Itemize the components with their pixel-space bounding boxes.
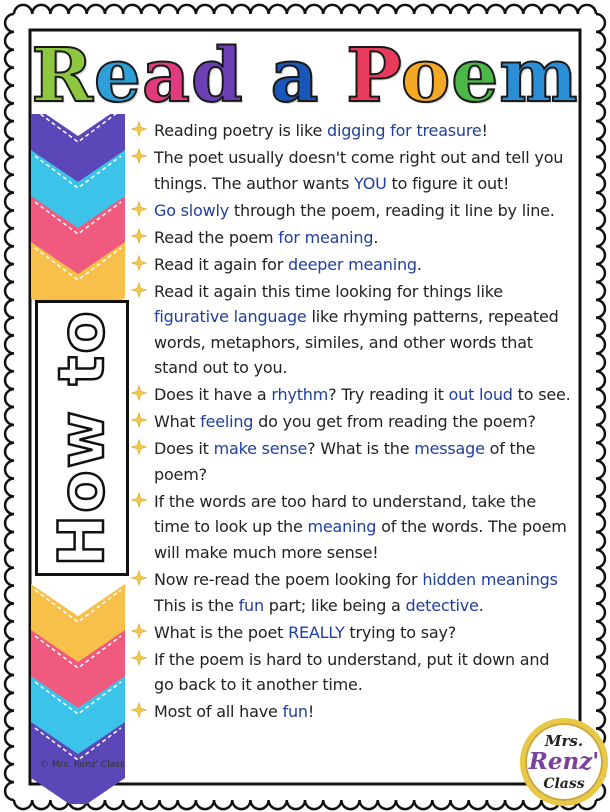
border-scallop bbox=[596, 193, 605, 211]
border-scallop bbox=[596, 657, 605, 675]
item-text: Read it again this time looking for things like bbox=[154, 281, 503, 301]
border-scallop bbox=[250, 5, 268, 14]
highlighted-text: detective bbox=[405, 595, 479, 615]
border-scallop bbox=[596, 532, 605, 550]
border-scallop bbox=[378, 800, 396, 809]
border-scallop bbox=[5, 657, 14, 675]
border-scallop bbox=[360, 5, 378, 14]
border-scallop bbox=[596, 639, 605, 657]
border-scallop bbox=[5, 300, 14, 318]
border-scallop bbox=[214, 5, 232, 14]
highlighted-text: REALLY bbox=[288, 622, 345, 642]
border-scallop bbox=[5, 193, 14, 211]
item-text: ? What is the bbox=[307, 439, 415, 459]
title-letter: a bbox=[141, 33, 191, 119]
border-scallop bbox=[323, 800, 341, 809]
border-scallop bbox=[269, 800, 287, 809]
border-scallop bbox=[50, 5, 68, 14]
sparkle-star-icon bbox=[131, 412, 147, 428]
list-item bbox=[131, 436, 571, 487]
list-item bbox=[131, 409, 571, 435]
border-scallop bbox=[5, 782, 14, 800]
border-scallop bbox=[5, 443, 14, 461]
item-text: trying to say? bbox=[344, 622, 457, 642]
item-text: Read it again for bbox=[154, 254, 289, 274]
list-item bbox=[131, 620, 571, 646]
border-scallop bbox=[32, 5, 50, 14]
copyright-text: © Mrs. Renz' Class bbox=[40, 760, 125, 770]
sparkle-star-icon bbox=[131, 148, 147, 164]
border-scallop bbox=[596, 443, 605, 461]
border-scallop bbox=[5, 586, 14, 604]
border-scallop bbox=[5, 264, 14, 282]
border-scallop bbox=[5, 389, 14, 407]
border-scallop bbox=[14, 5, 32, 14]
border-scallop bbox=[5, 228, 14, 246]
border-scallop bbox=[596, 121, 605, 139]
item-text: If the words are too hard to understand, take the time to look up the bbox=[154, 491, 536, 537]
border-scallop bbox=[596, 514, 605, 532]
border-scallop bbox=[5, 532, 14, 550]
border-scallop bbox=[196, 800, 214, 809]
logo-line-3: Class bbox=[543, 776, 585, 792]
border-scallop bbox=[178, 800, 196, 809]
border-scallop bbox=[432, 800, 450, 809]
border-scallop bbox=[5, 514, 14, 532]
border-scallop bbox=[596, 300, 605, 318]
highlighted-text: meaning bbox=[307, 517, 377, 537]
list-item bbox=[131, 567, 571, 618]
border-scallop bbox=[596, 389, 605, 407]
border-scallop bbox=[305, 5, 323, 14]
highlighted-text: message bbox=[414, 439, 485, 459]
sparkle-star-icon bbox=[131, 228, 147, 244]
item-text: What is the poet bbox=[154, 622, 289, 642]
border-scallop bbox=[196, 5, 214, 14]
border-scallop bbox=[596, 425, 605, 443]
highlighted-text: make sense bbox=[213, 439, 308, 459]
border-scallop bbox=[5, 550, 14, 568]
border-scallop bbox=[232, 5, 250, 14]
item-text: Reading poetry is like bbox=[154, 121, 328, 140]
title-letter: o bbox=[400, 33, 452, 119]
border-scallop bbox=[596, 246, 605, 264]
border-scallop bbox=[596, 228, 605, 246]
title-letter: P bbox=[346, 33, 401, 119]
border-scallop bbox=[69, 5, 87, 14]
list-item bbox=[131, 225, 571, 251]
border-scallop bbox=[596, 693, 605, 711]
logo-line-1: Mrs. bbox=[544, 732, 584, 750]
border-scallop bbox=[5, 282, 14, 300]
list-item bbox=[131, 279, 571, 381]
border-scallop bbox=[414, 800, 432, 809]
border-scallop bbox=[469, 800, 487, 809]
list-item bbox=[131, 252, 571, 278]
border-scallop bbox=[5, 14, 14, 32]
border-scallop bbox=[596, 353, 605, 371]
border-scallop bbox=[214, 800, 232, 809]
border-scallop bbox=[360, 800, 378, 809]
item-text: Does it bbox=[154, 439, 214, 459]
title-letter bbox=[244, 33, 271, 119]
title-letter: e bbox=[93, 33, 142, 119]
item-text: . bbox=[478, 595, 484, 615]
title-letter: a bbox=[270, 33, 320, 119]
title-letter: d bbox=[190, 33, 244, 119]
border-scallop bbox=[5, 621, 14, 639]
border-scallop bbox=[487, 800, 505, 809]
border-scallop bbox=[578, 5, 596, 14]
border-scallop bbox=[5, 746, 14, 764]
border-scallop bbox=[5, 211, 14, 229]
border-scallop bbox=[341, 5, 359, 14]
item-text: to see. bbox=[512, 385, 571, 405]
border-scallop bbox=[596, 336, 605, 354]
item-text: part; like being a bbox=[263, 595, 406, 615]
border-scallop bbox=[5, 318, 14, 336]
highlighted-text: figurative language bbox=[154, 307, 307, 327]
border-scallop bbox=[141, 800, 159, 809]
border-scallop bbox=[5, 175, 14, 193]
border-scallop bbox=[5, 353, 14, 371]
title-letter: e bbox=[451, 33, 500, 119]
how-to-label-box bbox=[35, 300, 129, 576]
sparkle-star-icon bbox=[131, 282, 147, 298]
list-item bbox=[131, 489, 571, 566]
border-scallop bbox=[305, 800, 323, 809]
border-scallop bbox=[596, 478, 605, 496]
highlighted-text: for meaning bbox=[278, 227, 374, 247]
border-scallop bbox=[105, 5, 123, 14]
highlighted-text: deeper meaning bbox=[288, 254, 417, 274]
border-scallop bbox=[396, 800, 414, 809]
border-scallop bbox=[596, 139, 605, 157]
border-scallop bbox=[596, 461, 605, 479]
sparkle-star-icon bbox=[131, 570, 147, 586]
border-scallop bbox=[5, 729, 14, 747]
border-scallop bbox=[5, 139, 14, 157]
instructions-list bbox=[131, 118, 571, 726]
item-text: Most of all have bbox=[154, 702, 283, 722]
border-scallop bbox=[596, 407, 605, 425]
item-text: ! bbox=[307, 702, 315, 722]
border-scallop bbox=[250, 800, 268, 809]
border-scallop bbox=[396, 5, 414, 14]
border-scallop bbox=[5, 425, 14, 443]
border-scallop bbox=[141, 5, 159, 14]
border-scallop bbox=[596, 14, 605, 32]
item-text: Read the poem bbox=[154, 227, 279, 247]
sparkle-star-icon bbox=[131, 492, 147, 508]
border-scallop bbox=[596, 264, 605, 282]
logo-line-2: Renz' bbox=[528, 748, 600, 775]
border-scallop bbox=[432, 5, 450, 14]
sparkle-star-icon bbox=[131, 385, 147, 401]
sparkle-star-icon bbox=[131, 702, 147, 718]
border-scallop bbox=[287, 5, 305, 14]
item-text: Now re-read the poem looking for bbox=[154, 570, 423, 589]
border-scallop bbox=[596, 157, 605, 175]
highlighted-text: out loud bbox=[448, 385, 513, 405]
border-scallop bbox=[596, 675, 605, 693]
list-item bbox=[131, 647, 571, 698]
brand-logo bbox=[520, 718, 608, 806]
border-scallop bbox=[269, 5, 287, 14]
border-scallop bbox=[5, 496, 14, 514]
item-text: do you get from reading the poem? bbox=[253, 412, 536, 432]
border-scallop bbox=[160, 800, 178, 809]
item-text: This is the bbox=[154, 595, 239, 615]
title-letter bbox=[319, 33, 346, 119]
border-scallop bbox=[5, 157, 14, 175]
highlighted-text: hidden meanings bbox=[422, 570, 558, 589]
border-scallop bbox=[5, 764, 14, 782]
border-scallop bbox=[596, 211, 605, 229]
border-scallop bbox=[596, 318, 605, 336]
border-scallop bbox=[596, 496, 605, 514]
border-scallop bbox=[178, 5, 196, 14]
border-scallop bbox=[596, 175, 605, 193]
border-scallop bbox=[596, 282, 605, 300]
list-item bbox=[131, 198, 571, 224]
item-text: Does it have a bbox=[154, 385, 272, 405]
item-text: . bbox=[373, 227, 379, 247]
border-scallop bbox=[560, 5, 578, 14]
highlighted-text: Go slowly bbox=[154, 200, 230, 220]
border-scallop bbox=[5, 693, 14, 711]
border-scallop bbox=[414, 5, 432, 14]
border-scallop bbox=[87, 5, 105, 14]
border-scallop bbox=[123, 5, 141, 14]
border-scallop bbox=[5, 407, 14, 425]
item-text: like rhyming patterns, repeated words, metaphors, similes, and other words that stand out to you. bbox=[154, 307, 559, 378]
highlighted-text: rhythm bbox=[271, 385, 329, 405]
highlighted-text: YOU bbox=[354, 173, 387, 193]
highlighted-text: digging for treasure bbox=[327, 121, 482, 140]
item-text: ? Try reading it bbox=[328, 385, 449, 405]
highlighted-text: fun bbox=[238, 595, 264, 615]
border-scallop bbox=[487, 5, 505, 14]
border-scallop bbox=[232, 800, 250, 809]
how-to-label: How to bbox=[45, 309, 118, 567]
border-scallop bbox=[596, 568, 605, 586]
item-text: of the words. The poem will make much more sense! bbox=[154, 517, 567, 563]
item-text: What bbox=[154, 412, 201, 432]
border-scallop bbox=[505, 5, 523, 14]
border-scallop bbox=[523, 5, 541, 14]
border-scallop bbox=[596, 621, 605, 639]
border-scallop bbox=[14, 800, 32, 809]
border-scallop bbox=[469, 5, 487, 14]
border-scallop bbox=[160, 5, 178, 14]
list-item bbox=[131, 382, 571, 408]
border-scallop bbox=[596, 550, 605, 568]
border-scallop bbox=[451, 800, 469, 809]
item-text: ! bbox=[481, 121, 488, 140]
border-scallop bbox=[541, 5, 559, 14]
sparkle-star-icon bbox=[131, 439, 147, 455]
sparkle-star-icon bbox=[131, 201, 147, 217]
title-letter: R bbox=[31, 33, 94, 119]
border-scallop bbox=[5, 336, 14, 354]
item-text: to figure it out! bbox=[386, 173, 510, 193]
list-item bbox=[131, 145, 571, 196]
title-letter: m bbox=[499, 33, 579, 119]
border-scallop bbox=[5, 478, 14, 496]
border-scallop bbox=[378, 5, 396, 14]
border-scallop bbox=[5, 461, 14, 479]
border-scallop bbox=[596, 586, 605, 604]
page-title bbox=[0, 34, 610, 118]
border-scallop bbox=[451, 5, 469, 14]
item-text: If the poem is hard to understand, put it down and go back to it another time. bbox=[154, 649, 550, 695]
border-scallop bbox=[5, 604, 14, 622]
border-scallop bbox=[5, 371, 14, 389]
border-scallop bbox=[5, 675, 14, 693]
sparkle-star-icon bbox=[131, 121, 147, 137]
item-text: of the poem? bbox=[154, 439, 536, 484]
highlighted-text: feeling bbox=[200, 412, 254, 432]
item-text: The poet usually doesn't come right out and tell you things. The author wants bbox=[154, 147, 564, 193]
item-text: through the poem, reading it line by line. bbox=[229, 200, 555, 220]
border-scallop bbox=[5, 711, 14, 729]
border-scallop bbox=[5, 568, 14, 586]
sparkle-star-icon bbox=[131, 650, 147, 666]
border-scallop bbox=[5, 121, 14, 139]
border-scallop bbox=[5, 246, 14, 264]
item-text: . bbox=[416, 254, 422, 274]
border-scallop bbox=[5, 639, 14, 657]
list-item bbox=[131, 118, 571, 144]
list-item bbox=[131, 699, 571, 725]
border-scallop bbox=[341, 800, 359, 809]
border-scallop bbox=[323, 5, 341, 14]
sparkle-star-icon bbox=[131, 623, 147, 639]
border-scallop bbox=[596, 371, 605, 389]
border-scallop bbox=[596, 604, 605, 622]
border-scallop bbox=[287, 800, 305, 809]
sparkle-star-icon bbox=[131, 255, 147, 271]
highlighted-text: fun bbox=[282, 702, 308, 722]
